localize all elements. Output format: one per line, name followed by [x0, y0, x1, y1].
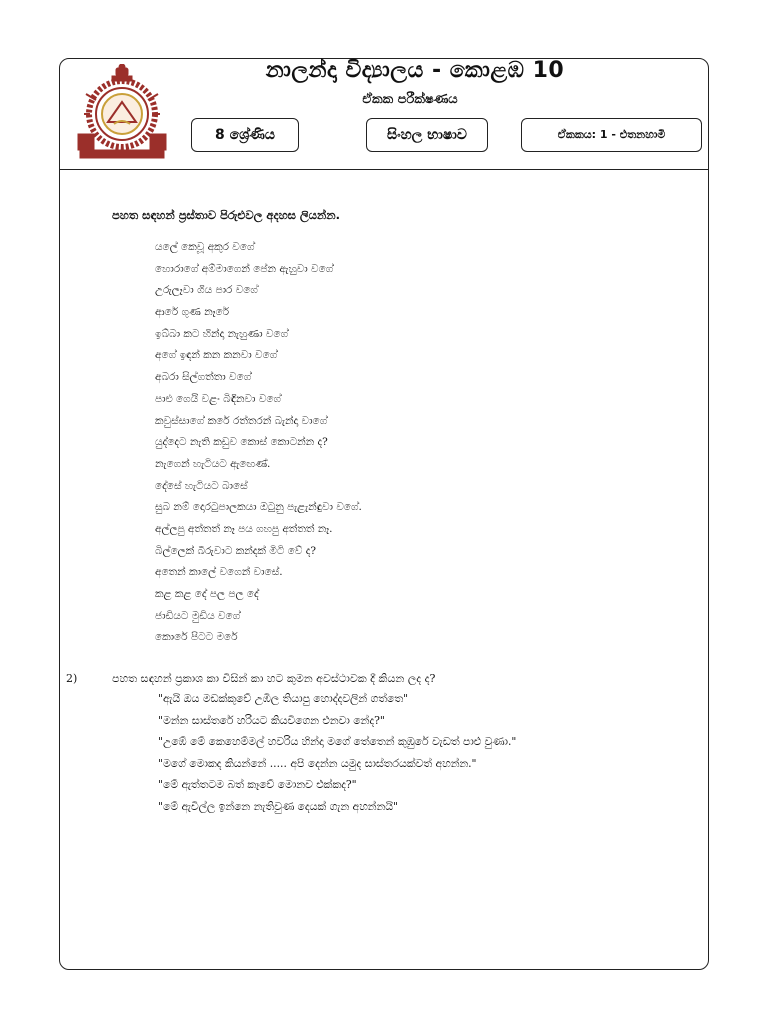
subject-label: සිංහල භාෂාව [387, 127, 467, 143]
school-title: නාලන්දා විද්‍යාලය - කොළඹ 10 [265, 58, 565, 83]
list-item: අබරා සිල්ගත්තා වගේ [155, 371, 252, 384]
list-item: "ඇයි ඔය මඩක්කුවේ උඹිල තියාපු හොද්දවලින් ගත්තෙ" [158, 692, 409, 705]
list-item: අතෙන් කාලේ වගෙන් වාසේ. [155, 566, 283, 579]
list-item: ආරේ ගුණ නෑරේ [155, 306, 230, 319]
list-item: කළ කළ දේ පල පල දේ [155, 588, 259, 600]
list-item: පාළු ගෙයි වළං බිඳිනවා වගේ [155, 392, 282, 405]
list-item: යුද්දෙට නැති කඩුව කොස් කොටන්න ද? [155, 436, 328, 449]
list-item: හොරාගේ අම්මාගෙන් පේන ඇහුවා වගේ [155, 262, 334, 275]
list-item: අල්ලපු අත්තත් නෑ පය ගහපු අත්තත් නෑ. [155, 522, 333, 535]
header-divider [59, 169, 709, 170]
list-item: යලේ කෙවූ අකුර වගේ [155, 241, 255, 253]
grade-label: 8 ශ්‍රේණිය [215, 127, 275, 143]
unit-label: ඒකකය: 1 - එතනහාමි [557, 128, 666, 141]
list-item: උරුලෑවා ගිය පාර වගේ [155, 284, 258, 297]
list-item: සුබ නම් දොරටුපාලකයා ඔටුනු පැළැන්ඳුවා වගේ. [155, 501, 362, 514]
school-crest-icon [72, 64, 172, 162]
idiom-list [155, 237, 362, 649]
list-item: "මගේ මොකද කියන්නේ ..... අපි දෙන්න යමුද සාස්තරයක්වත් අහන්න." [158, 756, 477, 770]
question2-instruction: පහත සඳහන් ප්‍රකාශ කා විසින් කා හට කුමන අවස්ථාවක දී කියන ලද ද? [112, 672, 436, 685]
question2-number: 2) [66, 672, 78, 685]
list-item: බිල්ලෙක් බීරුවාට කන්දක් මිටි වේ ද? [155, 544, 317, 557]
list-item: දේසේ හැටියට බාසේ [155, 479, 248, 492]
list-item: "උඹේ මේ කෙහෙම්මල් හවරිය හින්දා මගේ තේතෙන් කුඹුරේ වැඩත් පාළු වුණා." [158, 735, 517, 748]
list-item: "මේ ඇත්තටම බත් කෑවේ මොනව එක්කද?" [158, 778, 357, 791]
grade-box [191, 118, 299, 152]
list-item: කවුස්සාගේ කරේ රත්තරන් බැන්දා වාගේ [155, 414, 328, 427]
list-item: කොරේ පිටට මරේ [155, 631, 238, 644]
list-item: "මන්න සාස්තරේ හරියට කියවිගෙන එනවා නේද?" [158, 713, 385, 727]
list-item: අගේ ඉඳන් කන කනවා වගේ [155, 349, 278, 362]
question1-instruction: පහත සඳහන් ප්‍රස්තාව පිරුළුවල අදහස ලියන්න. [112, 208, 340, 222]
list-item: "මේ ඇවිල්ල ඉන්නෙ නැතිවුණ දෙයක් ගැන අහන්නයි" [158, 799, 398, 813]
quote-list [158, 688, 516, 817]
subject-box [366, 118, 488, 152]
exam-type: ඒකක පරීක්ෂණය [362, 92, 458, 107]
list-item: ඉබ්බා කට හින්දා නැහුණා වගේ [155, 327, 289, 340]
list-item: ජාඩියට මුඩිය වගේ [155, 609, 241, 622]
list-item: නැගෙන් හැටියට ඇඟෙණ්. [155, 457, 271, 470]
unit-box [521, 118, 702, 152]
